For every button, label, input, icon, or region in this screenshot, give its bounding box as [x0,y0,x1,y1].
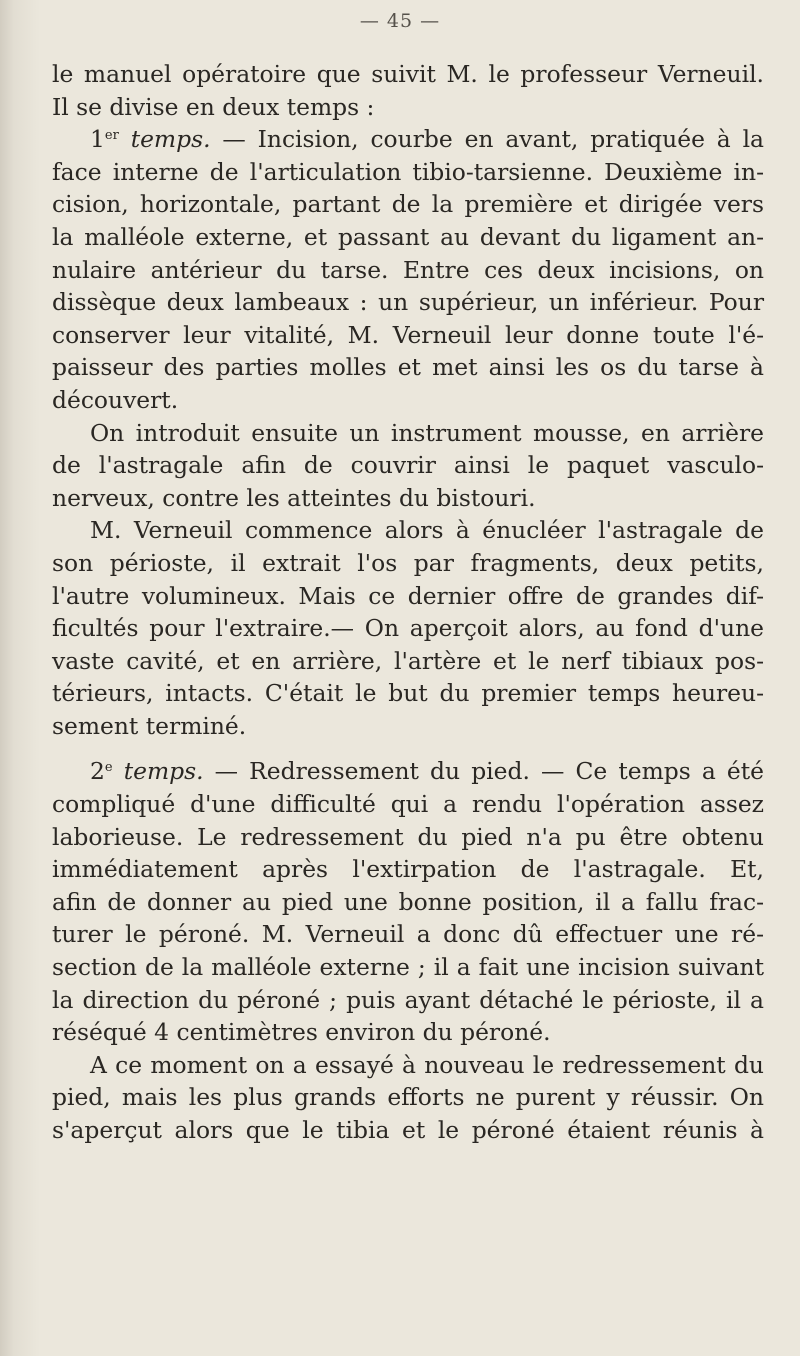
text-line: Il se divise en deux temps : [52,92,375,121]
step-number: 1 [90,125,105,154]
text-line [52,755,764,788]
text-line: section de la malléole externe ; il a fait une incision suivant [52,953,764,982]
text-line: la malléole externe, et passant au devant du ligament an- [52,222,764,251]
text-line: le manuel opératoire que suivit M. le professeur Verneuil. [52,60,764,88]
text-line: pied, mais les plus grands efforts ne purent y réussir. On [52,1083,764,1112]
paragraph-redressement [52,1049,764,1147]
text-line: ficultés pour l'extraire.— On aperçoit alors, au fond d'une [52,614,764,643]
text-line: vaste cavité, et en arrière, l'artère et le nerf tibiaux pos- [52,646,764,675]
paragraph-first-step [52,123,764,416]
step-ordinal: e [104,760,113,776]
paragraph-enucleation [52,514,764,742]
text-line: sement terminé. [52,711,247,740]
text-line: turer le péroné. M. Verneuil a donc dû effectuer une ré- [52,920,764,949]
paragraph-instrument [52,417,764,515]
text-line: conserver leur vitalité, M. Verneuil leur donne toute l'é- [52,320,764,349]
paragraph-intro [52,58,764,123]
step-heading-rest: — Incision, courbe en avant, pratiquée à la [210,125,765,154]
text-line: M. Verneuil commence alors à énucléer l'astragale de [90,516,764,545]
page-number: — 45 — [359,10,441,32]
text-line: la direction du péroné ; puis ayant détaché le périoste, il a [52,985,764,1014]
text-line: face interne de l'articulation tibio-tarsienne. Deuxième in- [52,157,764,186]
step-heading: temps. [130,125,211,154]
text-line: compliqué d'une difficulté qui a rendu l'opération assez [52,790,764,819]
text-line: de l'astragale afin de couvrir ainsi le paquet vasculo- [52,451,764,480]
step-ordinal: er [104,128,119,144]
step-heading: temps. [123,757,204,786]
text-line: On introduit ensuite un instrument mousse, en arrière [90,418,764,447]
text-line: son périoste, il extrait l'os par fragments, deux petits, [52,548,764,577]
text-line: découvert. [52,385,179,414]
text-line: réséqué 4 centimètres environ du péroné. [52,1018,551,1047]
body-text [52,58,764,1147]
text-line: A ce moment on a essayé à nouveau le redressement du [90,1050,764,1079]
text-line: térieurs, intacts. C'était le but du premier temps heureu- [52,679,764,708]
step-heading-rest: — Redressement du pied. — Ce temps a été [203,757,764,786]
text-line: paisseur des parties molles et met ainsi les os du tarse à [52,353,764,382]
text-line: l'autre volumineux. Mais ce dernier offre de grandes dif- [52,581,764,610]
text-line: nulaire antérieur du tarse. Entre ces deux incisions, on [52,255,764,284]
text-line: cision, horizontale, partant de la première et dirigée vers [52,190,764,219]
text-line: nerveux, contre les atteintes du bistouri. [52,483,536,512]
step-number: 2 [90,757,105,786]
paragraph-second-step [52,755,764,1048]
text-line [52,123,764,156]
text-line: s'aperçut alors que le tibia et le péroné étaient réunis à [52,1116,764,1144]
text-line: afin de donner au pied une bonne position, il a fallu frac- [52,887,764,916]
text-line: laborieuse. Le redressement du pied n'a pu être obtenu [52,822,764,851]
text-line: dissèque deux lambeaux : un supérieur, un inférieur. Pour [52,288,764,317]
text-line: immédiatement après l'extirpation de l'astragale. Et, [52,855,764,884]
